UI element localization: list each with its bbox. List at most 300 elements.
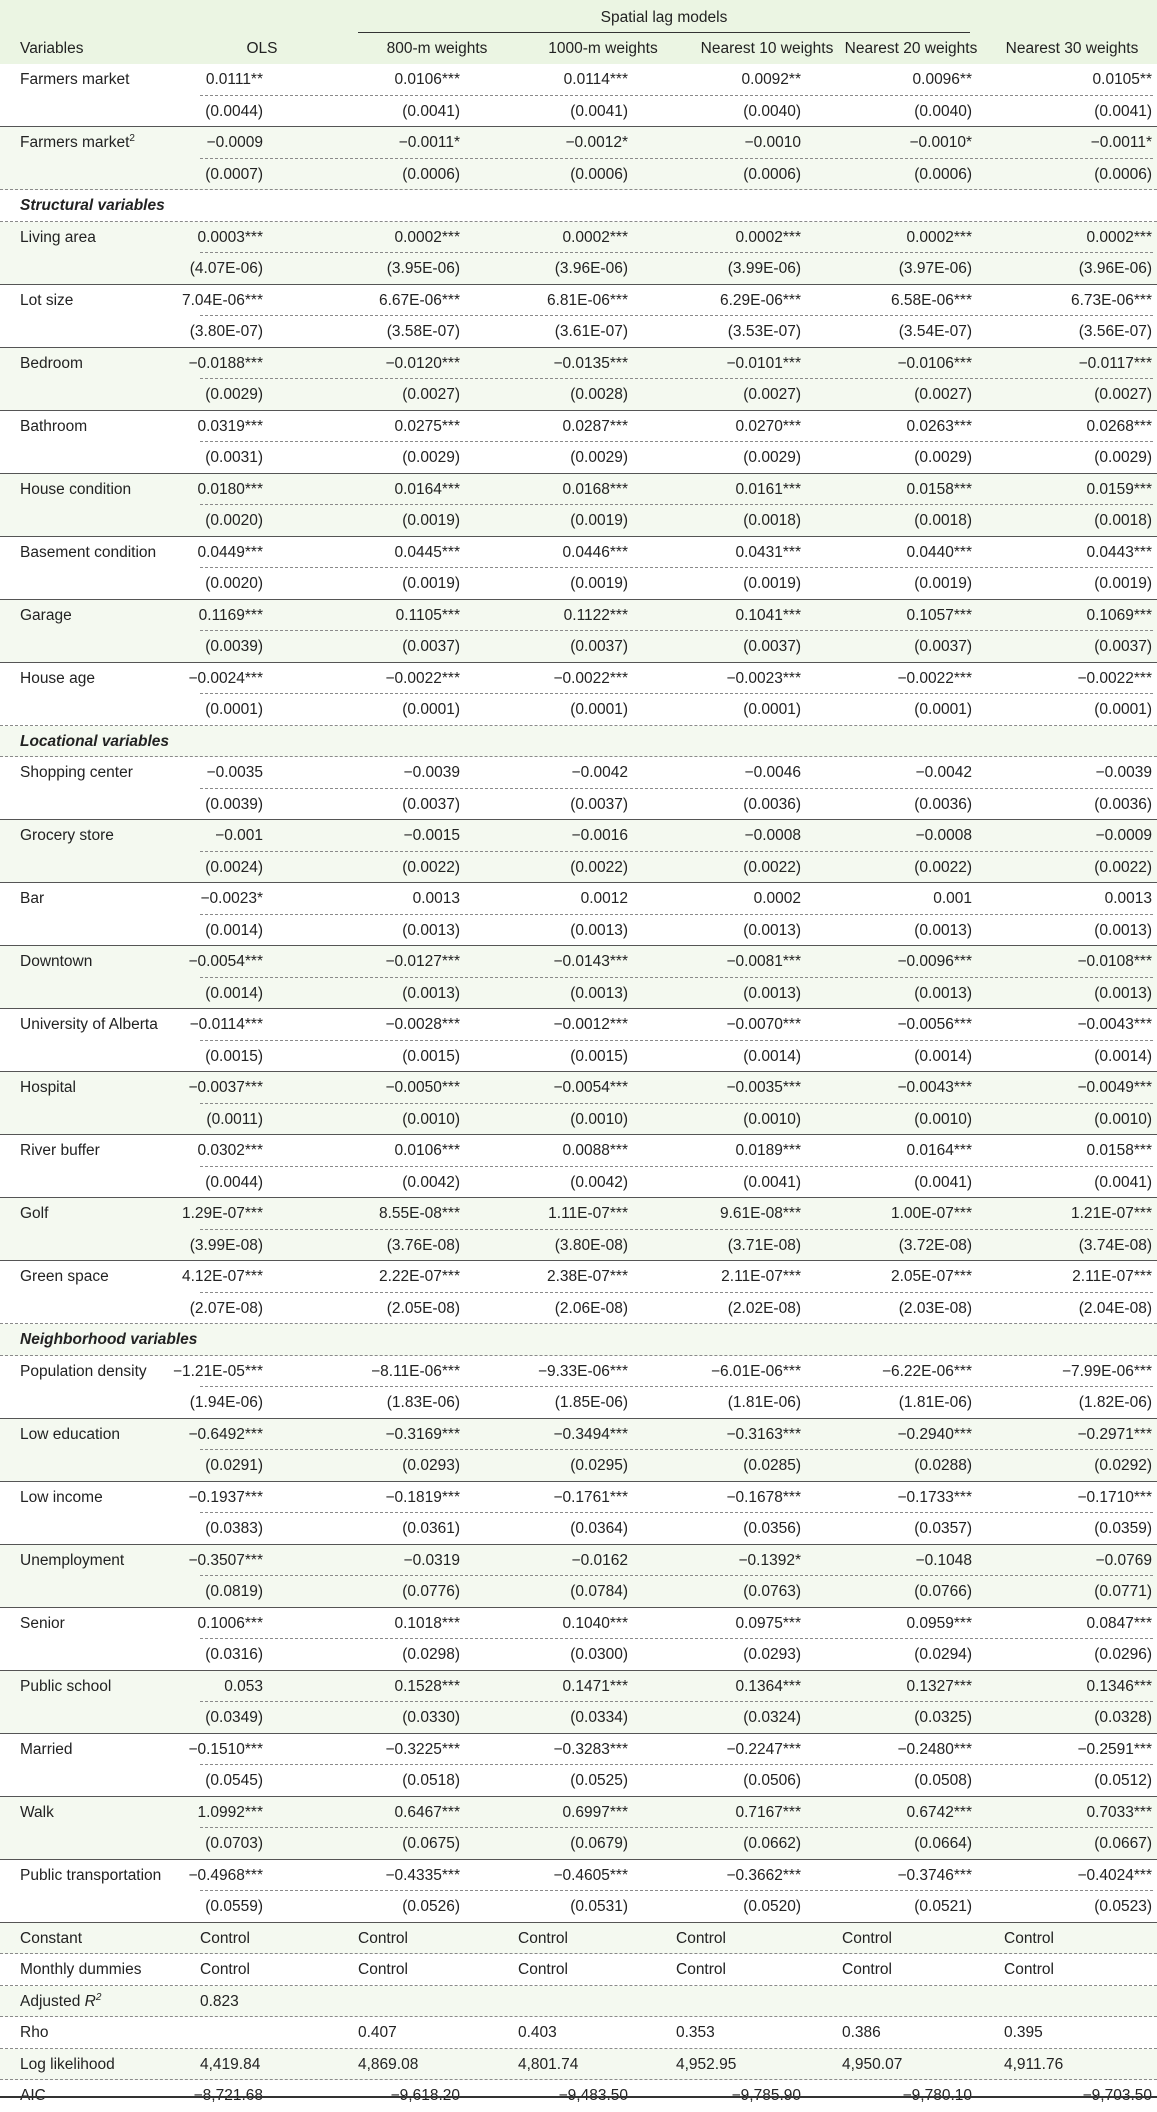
se-cell: (2.04E-08) xyxy=(1078,1299,1152,1317)
variable-label xyxy=(20,1198,48,1230)
se-cell: (0.0019) xyxy=(914,575,972,592)
se-cell: (1.85E-06) xyxy=(554,1394,628,1411)
se-cell: (2.05E-08) xyxy=(386,1299,460,1317)
se-cell: (0.0001) xyxy=(1094,701,1152,718)
coef-cell: −0.0054*** xyxy=(553,1079,628,1096)
stat-row xyxy=(0,1954,1157,1986)
se-cell: (0.0019) xyxy=(1094,575,1152,592)
stat-cell: Control xyxy=(358,1961,408,1978)
table-row xyxy=(0,379,1157,411)
variable-label xyxy=(20,600,72,632)
variable-label-text: Public school xyxy=(20,1677,112,1695)
coef-cell: −0.0162 xyxy=(571,1551,628,1569)
coef-cell: 0.0002*** xyxy=(562,228,628,246)
table-row xyxy=(0,348,1157,380)
coef-cell: 0.0449*** xyxy=(197,543,263,561)
se-cell: (0.0022) xyxy=(743,858,801,876)
coef-cell: 0.0158*** xyxy=(906,480,972,498)
coef-cell: 0.1327*** xyxy=(906,1677,972,1695)
se-cell: (0.0679) xyxy=(570,1835,628,1852)
coef-cell: −0.0009 xyxy=(1095,827,1152,844)
coef-cell: 0.6742*** xyxy=(906,1803,972,1821)
coef-cell: 0.1169*** xyxy=(198,606,263,624)
se-cell: (0.0015) xyxy=(402,1047,460,1065)
coef-cell: −0.0023* xyxy=(200,890,263,907)
se-cell: (0.0703) xyxy=(205,1835,263,1852)
se-cell: (0.0559) xyxy=(205,1898,263,1915)
coef-cell: 0.0189*** xyxy=(735,1142,801,1159)
coef-cell: −0.0016 xyxy=(571,827,628,844)
coef-cell: 0.6467*** xyxy=(394,1803,460,1821)
coef-cell: −0.4335*** xyxy=(385,1866,460,1884)
coef-cell: 0.1105*** xyxy=(395,606,460,624)
se-cell: (0.0027) xyxy=(743,386,801,403)
se-cell: (0.0022) xyxy=(914,858,972,876)
table-row xyxy=(0,663,1157,695)
stat-cell: Control xyxy=(676,1961,726,1978)
coef-cell: 0.0164*** xyxy=(906,1142,972,1159)
se-cell: (3.99E-08) xyxy=(189,1236,263,1254)
variable-label xyxy=(20,1482,103,1514)
coef-cell: −0.0096*** xyxy=(897,953,972,970)
table-row xyxy=(0,1041,1157,1073)
se-cell: (0.0018) xyxy=(1094,512,1152,529)
coef-cell: 1.0992*** xyxy=(197,1803,263,1821)
se-cell: (0.0285) xyxy=(743,1457,801,1474)
se-cell: (0.0041) xyxy=(1094,1173,1152,1191)
coef-cell: 2.11E-07*** xyxy=(721,1268,801,1285)
variable-label-text: Shopping center xyxy=(20,764,133,781)
variable-label-text: Low income xyxy=(20,1488,103,1506)
se-cell: (1.83E-06) xyxy=(386,1394,460,1411)
se-cell: (0.0036) xyxy=(743,795,801,813)
se-cell: (0.0013) xyxy=(914,984,972,1002)
se-cell: (3.76E-08) xyxy=(386,1236,460,1254)
se-cell: (0.0334) xyxy=(570,1709,628,1726)
coef-cell: −0.3494*** xyxy=(553,1425,628,1443)
table-row xyxy=(0,1387,1157,1419)
section-row xyxy=(0,190,1157,222)
coef-cell: 2.05E-07*** xyxy=(890,1268,972,1285)
variable-label-text: Farmers market xyxy=(20,71,130,88)
column-header-col-4: Nearest 10 weights xyxy=(700,40,834,57)
se-cell: (3.74E-08) xyxy=(1078,1236,1152,1254)
se-cell: (0.0037) xyxy=(914,638,972,655)
coef-cell: 2.11E-07*** xyxy=(1072,1268,1152,1285)
coef-cell: 0.0164*** xyxy=(394,480,460,498)
se-cell: (0.0015) xyxy=(570,1047,628,1065)
coef-cell: −0.0319 xyxy=(403,1551,460,1569)
stat-cell: 0.395 xyxy=(1004,2024,1043,2041)
superscript: 2 xyxy=(129,132,135,144)
coef-cell: −0.1733*** xyxy=(897,1488,972,1506)
coef-cell: 6.67E-06*** xyxy=(378,291,460,309)
coef-cell: 0.0263*** xyxy=(906,417,972,435)
variable-label-text: Population density xyxy=(20,1362,147,1380)
coef-cell: 0.0002*** xyxy=(906,228,972,246)
variable-label xyxy=(20,1797,54,1829)
coef-cell: 0.053 xyxy=(224,1677,263,1695)
table-row xyxy=(0,1545,1157,1577)
coef-cell: −1.21E-05*** xyxy=(172,1362,263,1380)
se-cell: (0.0001) xyxy=(570,701,628,718)
se-cell: (0.0293) xyxy=(402,1457,460,1474)
coef-cell: −0.1710*** xyxy=(1077,1488,1152,1506)
se-cell: (0.0357) xyxy=(914,1520,972,1537)
se-cell: (0.0022) xyxy=(570,858,628,876)
variable-label xyxy=(20,820,114,852)
se-cell: (2.07E-08) xyxy=(189,1299,263,1317)
se-cell: (0.0328) xyxy=(1094,1709,1152,1726)
table-row xyxy=(0,883,1157,915)
variable-label xyxy=(20,883,44,915)
coef-cell: 0.1122*** xyxy=(563,606,628,624)
coef-cell: −0.3746*** xyxy=(897,1866,972,1884)
se-cell: (0.0018) xyxy=(743,512,801,529)
coef-cell: 0.1057*** xyxy=(906,606,972,624)
table-row xyxy=(0,852,1157,884)
coef-cell: −0.0101*** xyxy=(726,354,801,372)
se-cell: (0.0013) xyxy=(1094,921,1152,939)
se-cell: (2.06E-08) xyxy=(554,1299,628,1317)
se-cell: (0.0013) xyxy=(1094,984,1152,1002)
stat-cell: 0.823 xyxy=(200,1992,239,2010)
stat-cell: 4,801.74 xyxy=(518,2055,579,2073)
coef-cell: −0.3662*** xyxy=(726,1866,801,1884)
se-cell: (0.0324) xyxy=(743,1709,801,1726)
coef-cell: −0.2940*** xyxy=(897,1425,972,1443)
table-row xyxy=(0,1576,1157,1608)
coef-cell: −0.0008 xyxy=(744,827,801,844)
coef-cell: 0.1006*** xyxy=(197,1614,263,1632)
se-cell: (0.0007) xyxy=(205,165,263,183)
se-cell: (1.81E-06) xyxy=(898,1394,972,1411)
coef-cell: 1.00E-07*** xyxy=(890,1205,972,1222)
se-cell: (0.0771) xyxy=(1094,1583,1152,1600)
stat-cell: Control xyxy=(518,1961,568,1978)
coef-cell: 0.0111** xyxy=(205,71,263,88)
se-cell: (0.0014) xyxy=(205,984,263,1002)
column-header-col-1: OLS xyxy=(246,40,278,57)
se-cell: (0.0029) xyxy=(743,449,801,466)
coef-cell: −0.0135*** xyxy=(553,354,628,372)
coef-cell: 0.0002*** xyxy=(1086,228,1152,246)
coef-cell: −0.3225*** xyxy=(385,1740,460,1758)
coef-cell: −0.0114*** xyxy=(189,1016,263,1033)
coef-cell: 0.0092** xyxy=(741,71,801,88)
stat-cell: Control xyxy=(518,1929,568,1947)
variable-label-text: Farmers market xyxy=(20,134,130,151)
variable-label-text: Public transportation xyxy=(20,1866,162,1884)
table-row xyxy=(0,1608,1157,1640)
se-cell: (0.0010) xyxy=(914,1110,972,1128)
coef-cell: 7.04E-06*** xyxy=(181,291,263,309)
se-cell: (0.0766) xyxy=(914,1583,972,1600)
coef-cell: 0.0002 xyxy=(753,890,801,907)
table-row xyxy=(0,1860,1157,1892)
se-cell: (0.0001) xyxy=(914,701,972,718)
coef-cell: 1.21E-07*** xyxy=(1070,1205,1152,1222)
stat-label-text: Constant xyxy=(20,1929,83,1947)
se-cell: (0.0356) xyxy=(743,1520,801,1537)
stat-cell: Control xyxy=(842,1929,892,1947)
se-cell: (0.0010) xyxy=(402,1110,460,1128)
coef-cell: −0.0015 xyxy=(403,827,460,844)
se-cell: (0.0006) xyxy=(743,165,801,183)
se-cell: (3.56E-07) xyxy=(1078,323,1152,340)
coef-cell: 0.0319*** xyxy=(197,417,263,435)
se-cell: (0.0508) xyxy=(914,1772,972,1789)
variable-label xyxy=(20,663,95,695)
coef-cell: 0.0013 xyxy=(412,890,460,907)
variable-label xyxy=(20,1009,158,1041)
coef-cell: 0.1069*** xyxy=(1086,606,1152,624)
coef-cell: −0.1510*** xyxy=(188,1740,263,1758)
stat-label-text: Rho xyxy=(20,2024,49,2041)
variable-label xyxy=(20,537,156,569)
coef-cell: 0.0975*** xyxy=(735,1614,801,1632)
coef-cell: −0.4605*** xyxy=(553,1866,628,1884)
table-row xyxy=(0,1261,1157,1293)
variable-label-text: Garage xyxy=(20,606,72,624)
coef-cell: 6.73E-06*** xyxy=(1070,291,1152,309)
table-row xyxy=(0,1009,1157,1041)
stat-cell: 4,952.95 xyxy=(676,2055,737,2073)
table-row xyxy=(0,1419,1157,1451)
stat-cell: 0.353 xyxy=(676,2024,715,2041)
se-cell: (0.0523) xyxy=(1094,1898,1152,1915)
coef-cell: −0.0106*** xyxy=(897,354,972,372)
coef-cell: −0.0042 xyxy=(915,764,972,781)
se-cell: (0.0506) xyxy=(743,1772,801,1789)
stat-cell: 4,419.84 xyxy=(200,2055,261,2073)
se-cell: (3.61E-07) xyxy=(554,323,628,340)
coef-cell: 0.0159*** xyxy=(1086,480,1152,498)
coef-cell: 6.29E-06*** xyxy=(719,291,801,309)
variable-label-text: Green space xyxy=(20,1268,109,1285)
variable-label-text: Bedroom xyxy=(20,354,83,372)
table-row xyxy=(0,600,1157,632)
stat-cell: Control xyxy=(358,1929,408,1947)
stat-row xyxy=(0,2017,1157,2049)
se-cell: (0.0018) xyxy=(914,512,972,529)
coef-cell: −0.2480*** xyxy=(897,1740,972,1758)
se-cell: (0.0041) xyxy=(1094,102,1152,120)
variable-label-text: Lot size xyxy=(20,291,74,309)
variable-label xyxy=(20,411,87,443)
se-cell: (0.0013) xyxy=(402,921,460,939)
stat-label-text: Adjusted R xyxy=(20,1992,96,2010)
se-cell: (0.0292) xyxy=(1094,1457,1152,1474)
stat-cell: 0.403 xyxy=(518,2024,557,2041)
variable-label-text: House age xyxy=(20,669,95,687)
table-row xyxy=(0,1104,1157,1136)
se-cell: (3.80E-07) xyxy=(189,323,263,340)
table-row xyxy=(0,1702,1157,1734)
se-cell: (3.53E-07) xyxy=(727,323,801,340)
coef-cell: 0.0161*** xyxy=(735,480,801,498)
se-cell: (0.0525) xyxy=(570,1772,628,1789)
group-header-rule xyxy=(358,32,970,33)
table-row xyxy=(0,537,1157,569)
section-row xyxy=(0,726,1157,758)
coef-cell: 0.0445*** xyxy=(394,543,460,561)
table-row xyxy=(0,568,1157,600)
coef-cell: −0.1048 xyxy=(915,1551,972,1569)
coef-cell: 0.0106*** xyxy=(394,71,460,88)
variable-label xyxy=(20,285,73,317)
se-cell: (3.96E-06) xyxy=(554,260,628,277)
se-cell: (0.0022) xyxy=(1094,858,1152,876)
coef-cell: −9.33E-06*** xyxy=(537,1362,628,1380)
stat-label xyxy=(20,1986,101,2018)
coef-cell: −0.2247*** xyxy=(726,1740,801,1758)
coef-cell: 0.0270*** xyxy=(735,417,801,435)
table-row xyxy=(0,222,1157,254)
column-header-row xyxy=(0,34,1157,64)
stat-row xyxy=(0,1986,1157,2018)
se-cell: (0.0295) xyxy=(570,1457,628,1474)
table-row xyxy=(0,64,1157,96)
coef-cell: 0.0431*** xyxy=(735,543,801,561)
coef-cell: −0.0117*** xyxy=(1078,354,1152,372)
se-cell: (3.99E-06) xyxy=(727,260,801,277)
stat-cell: Control xyxy=(1004,1961,1054,1978)
coef-cell: −0.0042 xyxy=(571,764,628,781)
table-row xyxy=(0,1135,1157,1167)
se-cell: (0.0296) xyxy=(1094,1646,1152,1663)
se-cell: (0.0001) xyxy=(743,701,801,718)
coef-cell: −6.01E-06*** xyxy=(710,1362,801,1380)
se-cell: (0.0014) xyxy=(743,1047,801,1065)
coef-cell: −0.0769 xyxy=(1095,1551,1152,1569)
table-row xyxy=(0,253,1157,285)
se-cell: (0.0359) xyxy=(1094,1520,1152,1537)
se-cell: (0.0006) xyxy=(914,165,972,183)
coef-cell: −0.1937*** xyxy=(188,1488,263,1506)
coef-cell: 2.22E-07*** xyxy=(378,1268,460,1285)
coef-cell: −6.22E-06*** xyxy=(881,1362,972,1380)
variable-label-text: Senior xyxy=(20,1614,65,1632)
se-cell: (0.0001) xyxy=(205,701,263,718)
se-cell: (0.0040) xyxy=(914,102,972,120)
se-cell: (0.0024) xyxy=(205,858,263,876)
se-cell: (4.07E-06) xyxy=(189,260,263,277)
coef-cell: −0.2591*** xyxy=(1077,1740,1152,1758)
variable-label xyxy=(20,348,83,380)
coef-cell: −0.3169*** xyxy=(385,1425,460,1443)
coef-cell: 1.11E-07*** xyxy=(548,1205,628,1222)
coef-cell: −0.0043*** xyxy=(897,1079,972,1096)
coef-cell: 2.38E-07*** xyxy=(546,1268,628,1285)
coef-cell: 0.0180*** xyxy=(197,480,263,498)
coef-cell: −0.0028*** xyxy=(385,1016,460,1033)
coef-cell: 9.61E-08*** xyxy=(719,1205,801,1222)
se-cell: (0.0019) xyxy=(570,512,628,529)
coef-cell: −0.0039 xyxy=(403,764,460,781)
se-cell: (0.0013) xyxy=(914,921,972,939)
variable-label xyxy=(20,64,129,96)
coef-cell: −0.3507*** xyxy=(188,1551,263,1569)
coef-cell: −0.0037*** xyxy=(188,1079,263,1096)
se-cell: (0.0029) xyxy=(205,386,263,403)
coef-cell: −0.0023*** xyxy=(726,669,801,687)
coef-cell: 0.0959*** xyxy=(906,1614,972,1632)
coef-cell: 6.58E-06*** xyxy=(890,291,972,309)
variable-label xyxy=(20,474,131,506)
se-cell: (0.0013) xyxy=(570,921,628,939)
table-row xyxy=(0,1513,1157,1545)
table-row xyxy=(0,411,1157,443)
column-header-col-6: Nearest 30 weights xyxy=(1005,40,1139,57)
table-row xyxy=(0,505,1157,537)
coef-cell: −0.1392* xyxy=(738,1551,801,1569)
variable-label xyxy=(20,1261,109,1293)
se-cell: (0.0041) xyxy=(402,102,460,120)
se-cell: (0.0036) xyxy=(914,795,972,813)
coef-cell: −0.0008 xyxy=(915,827,972,844)
coef-cell: −0.0050*** xyxy=(385,1079,460,1096)
coef-cell: 0.1346*** xyxy=(1086,1677,1152,1695)
coef-cell: −0.0011* xyxy=(398,134,460,151)
table-row xyxy=(0,1230,1157,1262)
se-cell: (0.0526) xyxy=(402,1898,460,1915)
table-row xyxy=(0,694,1157,726)
coef-cell: 0.0105** xyxy=(1092,71,1152,88)
se-cell: (0.0512) xyxy=(1094,1772,1152,1789)
se-cell: (0.0325) xyxy=(914,1709,972,1726)
stat-cell: 4,911.76 xyxy=(1004,2055,1064,2073)
coef-cell: −0.3283*** xyxy=(553,1740,628,1758)
se-cell: (3.72E-08) xyxy=(898,1236,972,1254)
coef-cell: −0.3163*** xyxy=(726,1425,801,1443)
coef-cell: −0.2971*** xyxy=(1077,1425,1152,1443)
se-cell: (0.0029) xyxy=(1094,449,1152,466)
stat-cell: Control xyxy=(200,1929,250,1947)
se-cell: (0.0364) xyxy=(570,1520,628,1537)
coef-cell: −0.0010* xyxy=(909,134,972,151)
variable-label-text: University of Alberta xyxy=(20,1016,158,1033)
table-row xyxy=(0,1797,1157,1829)
se-cell: (0.0041) xyxy=(743,1173,801,1191)
se-cell: (0.0019) xyxy=(743,575,801,592)
coef-cell: 0.0003*** xyxy=(197,228,263,246)
coef-cell: 0.1471*** xyxy=(562,1677,628,1695)
column-header-col-3: 1000-m weights xyxy=(548,40,658,57)
se-cell: (0.0020) xyxy=(205,575,263,592)
coef-cell: −0.0143*** xyxy=(553,953,628,970)
stat-label-text: Monthly dummies xyxy=(20,1961,142,1978)
variable-label-text: River buffer xyxy=(20,1142,100,1159)
coef-cell: −0.0009 xyxy=(206,134,263,151)
stat-label xyxy=(20,1954,141,1986)
se-cell: (0.0001) xyxy=(402,701,460,718)
se-cell: (0.0019) xyxy=(402,512,460,529)
coef-cell: 4.12E-07*** xyxy=(181,1268,263,1285)
table-row xyxy=(0,1072,1157,1104)
se-cell: (0.0294) xyxy=(914,1646,972,1663)
variable-label-text: Hospital xyxy=(20,1079,76,1096)
se-cell: (0.0383) xyxy=(205,1520,263,1537)
se-cell: (0.0013) xyxy=(570,984,628,1002)
coef-cell: 0.0002*** xyxy=(735,228,801,246)
coef-cell: −0.0022*** xyxy=(385,669,460,687)
variable-label-text: Living area xyxy=(20,228,96,246)
table-row xyxy=(0,1356,1157,1388)
se-cell: (0.0019) xyxy=(570,575,628,592)
se-cell: (0.0784) xyxy=(570,1583,628,1600)
se-cell: (0.0015) xyxy=(205,1047,263,1065)
